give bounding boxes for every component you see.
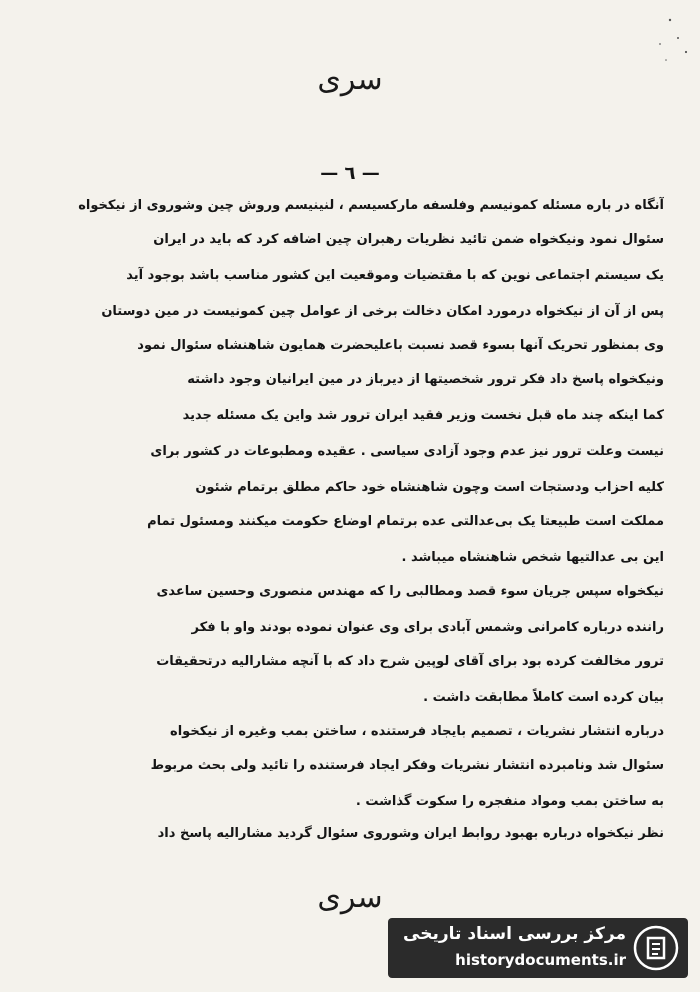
text-line: نظر نیکخواه درباره بهبود روابط ایران وشوروی سئوال گردید مشارالیه پاسخ داد xyxy=(157,826,664,841)
text-line: این بی عدالتیها شخص شاهنشاه میباشد . xyxy=(401,550,664,565)
text-line: درباره انتشار نشریات ، تصمیم بایجاد فرستنده ، ساختن بمب وغیره از نیکخواه xyxy=(170,724,664,739)
text-line: بیان کرده است کاملاً مطابقت داشت . xyxy=(423,690,664,705)
classification-mark-bottom: سری xyxy=(317,880,383,915)
text-line: ترور مخالفت کرده بود برای آقای لوپین شرح داد که با آنچه مشارالیه درتحقیقات xyxy=(156,654,664,669)
text-line: سئوال شد ونامبرده انتشار نشریات وفکر ایجاد فرستنده را تائید ولی بحث مربوط xyxy=(150,758,664,773)
text-line: ونیکخواه پاسخ داد فکر ترور شخصیتها از دیرباز در مین ایرانیان وجود داشته xyxy=(187,372,664,387)
text-line: کلیه احزاب ودستجات است وچون شاهنشاه خود حاکم مطلق برتمام شئون xyxy=(195,480,664,495)
text-line: آنگاه در باره مسئله کمونیسم وفلسفه مارکسیسم ، لنینیسم وروش چین وشوروی از نیکخواه xyxy=(78,198,664,213)
text-line: وی بمنظور تحریک آنها بسوء قصد نسبت باعلیحضرت همایون شاهنشاه سئوال نمود xyxy=(137,338,664,353)
text-line: پس از آن از نیکخواه درمورد امکان دخالت برخی از عوامل چین کمونیست در مین دوستان xyxy=(101,304,664,319)
page-number: — ٦ — xyxy=(320,163,380,184)
text-line: راننده درباره کامرانی وشمس آبادی برای وی عنوان نموده بودند واو با فکر xyxy=(191,620,664,635)
text-line: نیکخواه سپس جریان سوء قصد ومطالبی را که مهندس منصوری وحسین ساعدی xyxy=(156,584,664,599)
watermark-title: مرکز بررسی اسناد تاریخی xyxy=(403,924,626,944)
classification-mark-top: سری xyxy=(317,62,383,97)
text-line: یک سیستم اجتماعی نوین که با مقتضیات وموقعیت این کشور مناسب باشد بوجود آید xyxy=(126,268,664,283)
text-line: مملکت است طبیعتا یک بی‌عدالتی عده برتمام اوضاع حکومت میکنند ومسئول تمام xyxy=(147,514,664,529)
text-line: نیست وعلت ترور نیز عدم وجود آزادی سیاسی . عقیده ومطبوعات در کشور برای xyxy=(150,444,664,459)
archive-watermark xyxy=(388,918,688,978)
watermark-url: historydocuments.ir xyxy=(455,951,626,969)
text-line: کما اینکه چند ماه قبل نخست وزیر فقید ایران ترور شد واین یک مسئله جدید xyxy=(182,408,664,423)
text-line: به ساختن بمب ومواد منفجره را سکوت گذاشت . xyxy=(355,794,664,809)
text-line: سئوال نمود ونیکخواه ضمن تائید نظریات رهبران چین اضافه کرد که باید در ایران xyxy=(153,232,664,247)
archive-logo-icon xyxy=(632,924,680,972)
